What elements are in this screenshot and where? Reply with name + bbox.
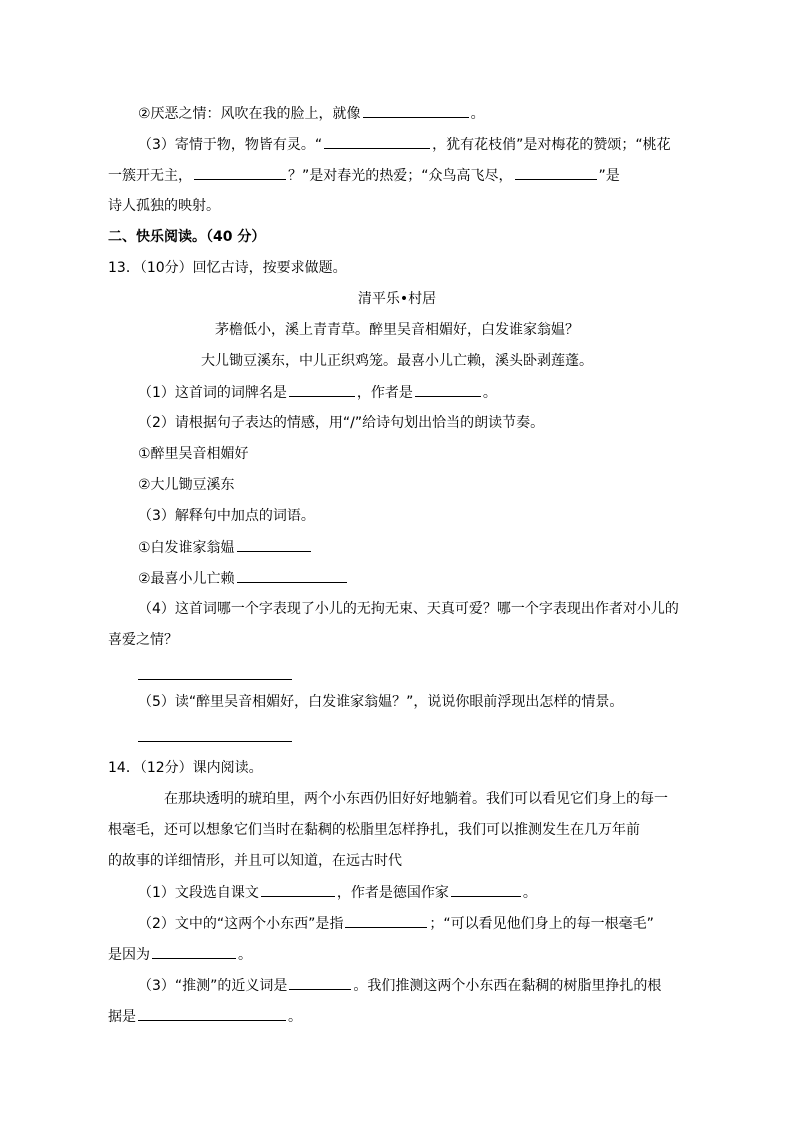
q13-sub-4-answer-line[interactable] (138, 679, 292, 680)
q14-sub-3-line-1 (138, 975, 661, 996)
q14-sub-1-text-a: （1）文段选自课文 (138, 885, 259, 901)
poem-line-2: 大儿锄豆溪东，中儿正织鸡笼。最喜小儿亡赖，溪头卧剥莲蓬。 (201, 353, 593, 369)
q13-sub-3: （3）解释句中加点的词语。 (138, 508, 315, 524)
q13-sub-5-answer-line[interactable] (138, 741, 292, 742)
answer-blank[interactable] (363, 103, 469, 118)
q13-sub-3-item-2-text: ②最喜小儿亡赖 (138, 571, 235, 587)
q12-part-3-line-3 (108, 196, 220, 216)
answer-blank[interactable] (138, 1006, 286, 1021)
q12-part-3-text-a: （3）寄情于物，物皆有灵。“ (138, 137, 323, 153)
q14-passage-line-3: 的故事的详细情形，并且可以知道，在远古时代 (108, 853, 402, 869)
q12-part-3-text-f: 诗人孤独的映射。 (108, 198, 220, 214)
q12-part-3-line-2 (108, 165, 620, 186)
answer-blank[interactable] (194, 165, 286, 180)
answer-blank[interactable] (261, 882, 335, 897)
q12-part-3-text-b: ，犹有花枝俏”是对梅花的赞颂；“桃花 (432, 137, 671, 153)
q14-sub-2-text-b: ；“可以看见他们身上的每一根毫毛” (429, 916, 654, 932)
answer-blank[interactable] (289, 975, 351, 990)
q14-sub-1-text-c: 。 (522, 885, 537, 901)
q14-title: 14．（12分）课内阅读。 (108, 760, 263, 776)
q14-sub-3-line-2 (108, 1006, 302, 1027)
q13-sub-2-item-2: ②大儿锄豆溪东 (138, 477, 235, 493)
q12-item-2 (138, 103, 485, 124)
q14-sub-2-line-2 (108, 944, 252, 965)
q14-passage-line-1: 在那块透明的琥珀里，两个小东西仍旧好好地躺着。我们可以看见它们身上的每一 (164, 791, 668, 807)
q13-sub-1 (138, 382, 497, 403)
section-2-title: 二、快乐阅读。（40 分） (108, 229, 266, 245)
q13-sub-4-line-1: （4）这首词哪一个字表现了小儿的无拘无束、天真可爱？哪一个字表现出作者对小儿的 (138, 601, 679, 617)
q12-part-3-text-e: ”是 (598, 168, 620, 184)
q14-sub-1-text-b: ，作者是德国作家 (336, 885, 449, 901)
q14-sub-3-text-d: 。 (288, 1009, 302, 1025)
q13-sub-1-text-a: （1）这首词的词牌名是 (138, 385, 287, 401)
q14-sub-2-text-c: 是因为 (108, 947, 150, 963)
q14-sub-2-text-a: （2）文中的“这两个小东西”是指 (138, 916, 344, 932)
answer-blank[interactable] (415, 382, 481, 397)
answer-blank[interactable] (237, 568, 347, 583)
answer-blank[interactable] (237, 537, 311, 552)
q14-sub-1 (138, 882, 537, 903)
q13-sub-4-line-2: 喜爱之情？ (108, 632, 178, 648)
q14-sub-3-text-b: 。我们推测这两个小东西在黏稠的树脂里挣扎的根 (353, 978, 662, 994)
q14-passage-line-2: 根毫毛，还可以想象它们当时在黏稠的松脂里怎样挣扎，我们可以推测发生在几万年前 (108, 822, 640, 838)
poem-line-1: 茅檐低小，溪上青青草。醉里吴音相媚好，白发谁家翁媪？ (215, 322, 579, 338)
answer-blank[interactable] (345, 913, 427, 928)
q14-sub-3-text-a: （3）“推测”的近义词是 (138, 978, 288, 994)
answer-blank[interactable] (324, 134, 430, 149)
q13-sub-3-item-1 (138, 537, 313, 558)
q12-part-3-text-c: 一簇开无主， (108, 168, 192, 184)
q13-sub-5: （5）读“醉里吴音相媚好，白发谁家翁媪？”，说说你眼前浮现出怎样的情景。 (138, 694, 624, 710)
q14-sub-3-text-c: 据是 (108, 1009, 136, 1025)
q14-sub-2-line-1 (138, 913, 654, 934)
answer-blank[interactable] (152, 944, 236, 959)
q12-part-3-text-d: ？”是对春光的热爱；“众鸟高飞尽， (288, 168, 513, 184)
answer-blank[interactable] (515, 165, 597, 180)
poem-title: 清平乐•村居 (357, 291, 437, 307)
answer-blank[interactable] (451, 882, 521, 897)
q13-sub-1-text-c: 。 (482, 385, 497, 401)
q13-sub-3-item-2 (138, 568, 349, 589)
q12-item-2-text: ②厌恶之情：风吹在我的脸上，就像 (138, 106, 361, 122)
q13-sub-2: （2）请根据句子表达的情感，用“/”给诗句划出恰当的朗读节奏。 (138, 415, 545, 431)
q13-sub-1-text-b: ，作者是 (356, 385, 413, 401)
q12-part-3-line-1 (138, 134, 671, 155)
q13-sub-3-item-1-text: ①白发谁家翁媪 (138, 540, 235, 556)
q13-title: 13．（10分）回忆古诗，按要求做题。 (108, 260, 347, 276)
answer-blank[interactable] (289, 382, 355, 397)
q12-item-2-end: 。 (470, 106, 485, 122)
q14-sub-2-text-d: 。 (238, 947, 252, 963)
q13-sub-2-item-1: ①醉里吴音相媚好 (138, 446, 249, 462)
